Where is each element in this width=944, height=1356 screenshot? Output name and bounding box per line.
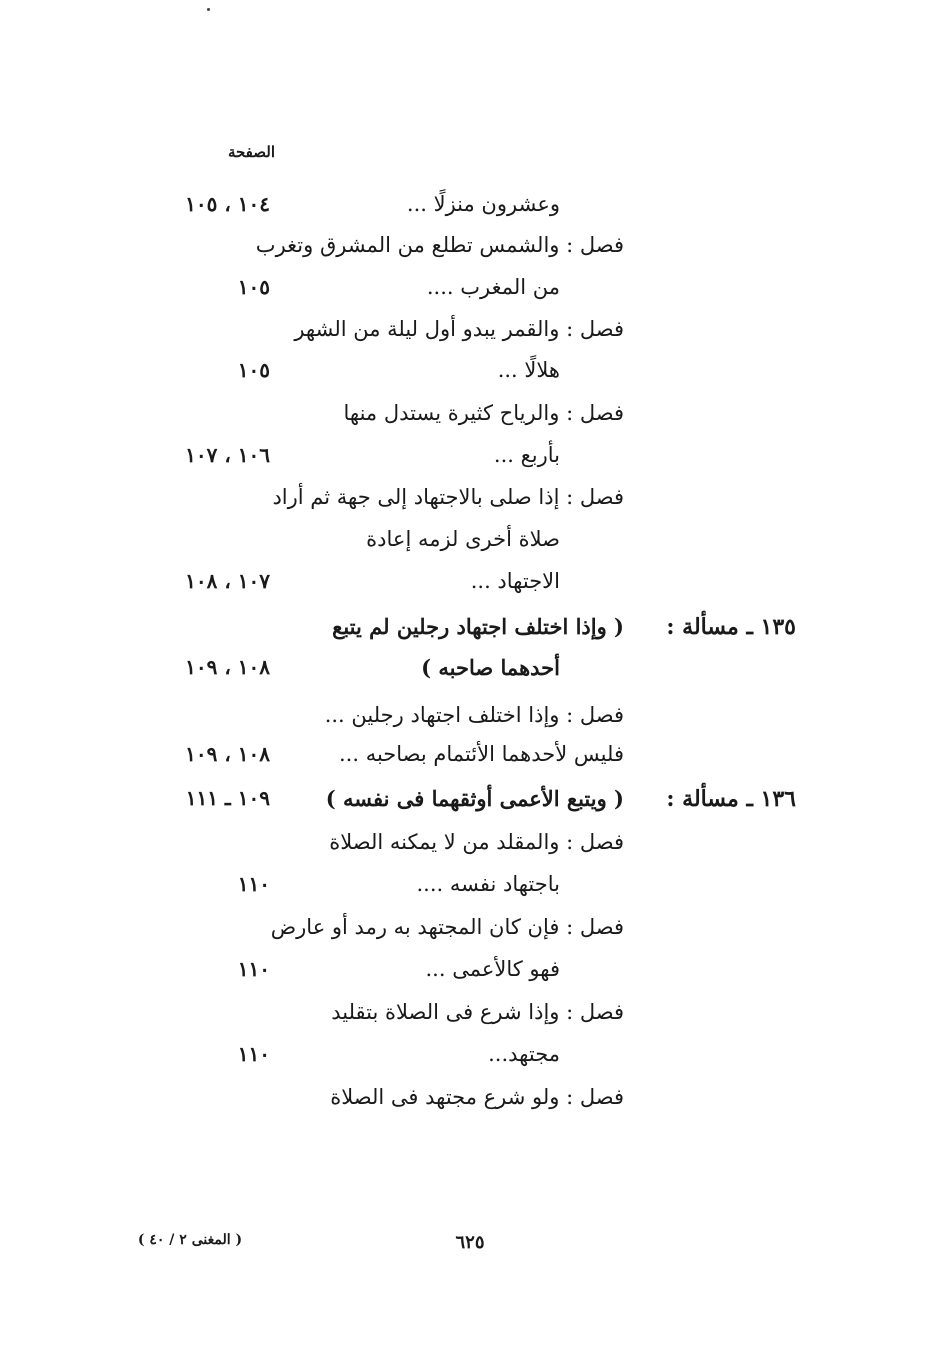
page-column-header: الصفحة — [227, 143, 275, 161]
list-item — [0, 655, 944, 691]
entry-text: ( وإذا اختلف اجتهاد رجلين لم يتبع — [332, 614, 624, 639]
list-item — [0, 275, 944, 311]
page-reference: ١١٠ — [237, 957, 270, 981]
entry-text: صلاة أخرى لزمه إعادة — [366, 527, 560, 551]
entry-text: باجتهاد نفسه .... — [416, 872, 560, 896]
entry-text: فصل : والمقلد من لا يمكنه الصلاة — [329, 830, 624, 854]
list-item — [0, 957, 944, 993]
list-item — [0, 401, 944, 437]
entry-text: فهو كالأعمى ... — [425, 957, 560, 981]
list-item — [0, 569, 944, 605]
entry-text: ( ويتبع الأعمى أوثقهما فى نفسه ) — [325, 786, 624, 811]
list-item — [0, 192, 944, 228]
masala-number: ١٣٥ ـ مسألة : — [666, 614, 796, 640]
list-item — [0, 1085, 944, 1121]
entry-text: فصل : إذا صلى بالاجتهاد إلى جهة ثم أراد — [272, 485, 624, 509]
masala-number: ١٣٦ ـ مسألة : — [666, 786, 796, 812]
list-item — [0, 786, 944, 822]
entry-text: من المغرب .... — [426, 275, 560, 299]
entry-text: فصل : وإذا اختلف اجتهاد رجلين ... — [324, 703, 624, 727]
entry-text: بأربع ... — [493, 443, 560, 467]
entry-text: فصل : فإن كان المجتهد به رمد أو عارض — [270, 915, 624, 939]
list-item — [0, 485, 944, 521]
page-reference: ١٠٥ — [237, 358, 270, 382]
list-item — [0, 872, 944, 908]
page-reference: ١٠٩ ـ ١١١ — [185, 786, 270, 810]
list-item — [0, 703, 944, 739]
entry-text: فصل : ولو شرع مجتهد فى الصلاة — [330, 1085, 624, 1109]
page-number: ٦٢٥ — [455, 1232, 485, 1253]
page-reference: ١٠٤ ، ١٠٥ — [185, 192, 270, 216]
list-item — [0, 830, 944, 866]
list-item — [0, 614, 944, 650]
page-reference: ١١٠ — [237, 872, 270, 896]
list-item — [0, 527, 944, 563]
page-reference: ١٠٨ ، ١٠٩ — [185, 655, 270, 679]
entry-text: فصل : والشمس تطلع من المشرق وتغرب — [255, 233, 624, 257]
list-item — [0, 443, 944, 479]
list-item — [0, 317, 944, 353]
page-reference: ١١٠ — [237, 1042, 270, 1066]
list-item — [0, 1042, 944, 1078]
entry-text: هلالًا ... — [497, 358, 560, 382]
entry-text: وعشرون منزلًا ... — [406, 192, 560, 216]
list-item — [0, 358, 944, 394]
page-reference: ١٠٦ ، ١٠٧ — [185, 443, 270, 467]
page-reference: ١٠٧ ، ١٠٨ — [185, 569, 270, 593]
list-item — [0, 742, 944, 778]
list-item — [0, 1000, 944, 1036]
entry-text: الاجتهاد ... — [470, 569, 560, 593]
volume-reference: ( المغنى ٢ / ٤٠ ) — [137, 1232, 243, 1248]
entry-text: فليس لأحدهما الأئتمام بصاحبه ... — [339, 742, 624, 766]
page-reference: ١٠٥ — [237, 275, 270, 299]
list-item — [0, 915, 944, 951]
entry-text: فصل : وإذا شرع فى الصلاة بتقليد — [331, 1000, 624, 1024]
entry-text: فصل : والقمر يبدو أول ليلة من الشهر — [294, 317, 624, 341]
entry-text: مجتهد... — [488, 1042, 560, 1066]
page-reference: ١٠٨ ، ١٠٩ — [185, 742, 270, 766]
entry-text: فصل : والرياح كثيرة يستدل منها — [343, 401, 624, 425]
entry-text: أحدهما صاحبه ) — [421, 655, 560, 680]
list-item — [0, 233, 944, 269]
scan-speck — [207, 8, 210, 11]
